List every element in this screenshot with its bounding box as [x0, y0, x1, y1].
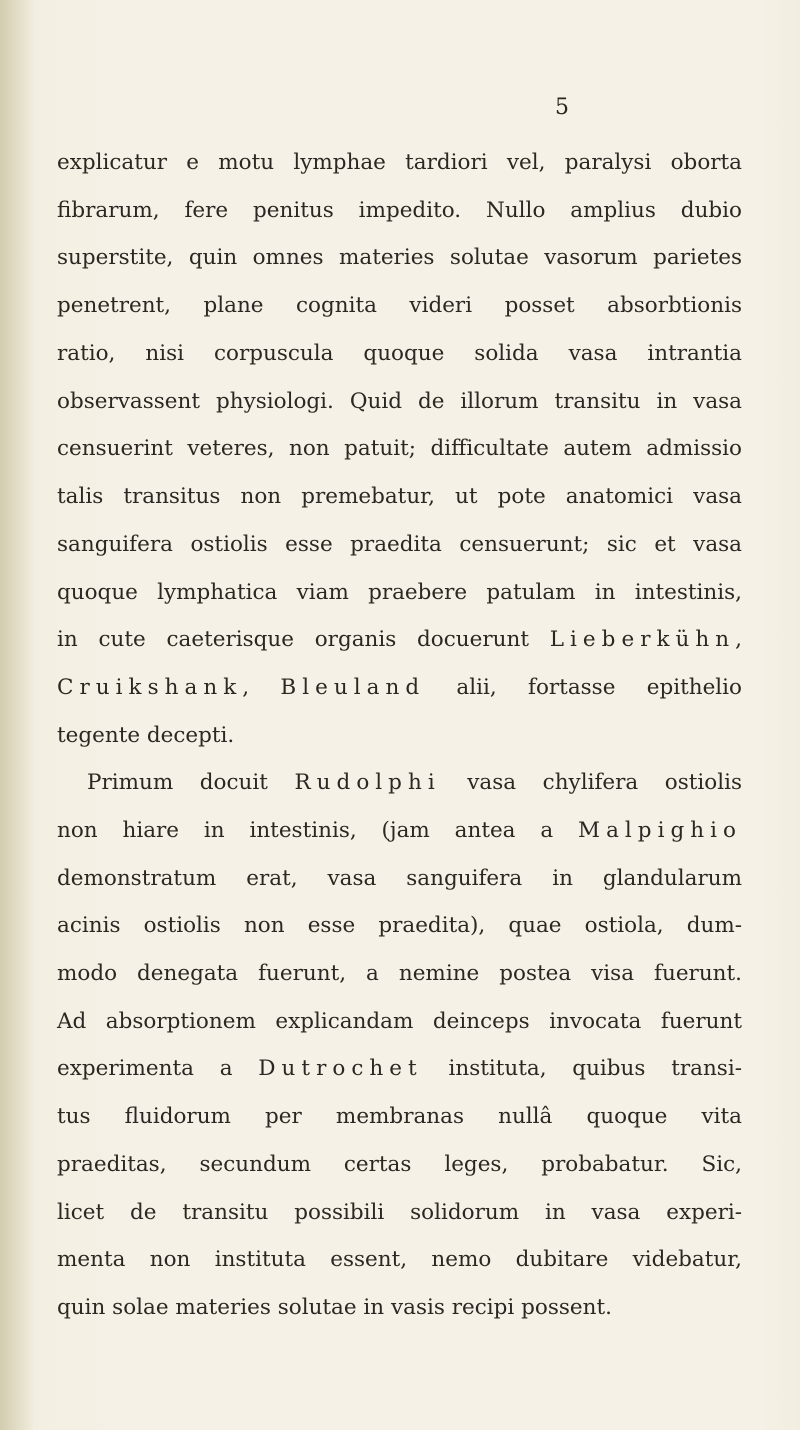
text-line: [57, 625, 742, 655]
author-name-dutrochet: Dutrochet: [258, 1056, 423, 1081]
text-line: [57, 1054, 742, 1084]
text-line: Ad absorptionem explicandam deinceps invocata fuerunt: [57, 1009, 742, 1034]
text-line: fibrarum, fere penitus impedito. Nullo amplius dubio: [57, 198, 742, 223]
text-line: licet de transitu possibili solidorum in vasa experi-: [57, 1200, 742, 1225]
text-line: demonstratum erat, vasa sanguifera in glandularum: [57, 866, 742, 891]
binding-shadow: [0, 0, 34, 1430]
text-fragment: in cute caeterisque organis docuerunt: [57, 627, 550, 652]
author-name-bleuland: Bleuland: [280, 675, 426, 700]
text-fragment: non hiare in intestinis, (jam antea a: [57, 818, 579, 843]
text-line: superstite, quin omnes materies solutae vasorum parietes: [57, 245, 742, 270]
author-name-cruikshank: Cruikshank: [57, 675, 243, 700]
text-line: talis transitus non premebatur, ut pote anatomici vasa: [57, 484, 742, 509]
text-line: tegente decepti.: [57, 723, 235, 748]
text-fragment: ,: [735, 627, 742, 652]
text-line: censuerint veteres, non patuit; difficultate autem admissio: [57, 436, 742, 461]
page-number: 5: [555, 95, 569, 120]
text-line: explicatur e motu lymphae tardiori vel, paralysi oborta: [57, 150, 742, 175]
text-fragment: ,: [242, 675, 281, 700]
text-fragment: instituta, quibus transi-: [422, 1056, 742, 1081]
text-line: acinis ostiolis non esse praedita), quae ostiola, dum-: [57, 913, 742, 938]
author-name-malpighio: Malpighio: [578, 818, 742, 843]
text-line: quin solae materies solutae in vasis recipi possent.: [57, 1295, 612, 1320]
text-line: [57, 673, 742, 703]
text-line: penetrent, plane cognita videri posset absorbtionis: [57, 293, 742, 318]
text-fragment: vasa chylifera ostiolis: [440, 770, 742, 795]
text-line: tus fluidorum per membranas nullâ quoque vita: [57, 1104, 742, 1129]
text-line: [57, 816, 742, 846]
text-line: praeditas, secundum certas leges, probabatur. Sic,: [57, 1152, 742, 1177]
text-fragment: experimenta a: [57, 1056, 259, 1081]
text-line: sanguifera ostiolis esse praedita censuerunt; sic et vasa: [57, 532, 742, 557]
text-line: observassent physiologi. Quid de illorum transitu in vasa: [57, 389, 742, 414]
text-fragment: Primum docuit: [87, 770, 295, 795]
text-fragment: alii, fortasse epithelio: [425, 675, 743, 700]
author-name-lieberkuhn: Lieberkühn: [549, 627, 736, 652]
text-line: quoque lymphatica viam praebere patulam in intestinis,: [57, 580, 742, 605]
text-line: [87, 768, 742, 798]
author-name-rudolphi: Rudolphi: [294, 770, 441, 795]
text-line: ratio, nisi corpuscula quoque solida vasa intrantia: [57, 341, 742, 366]
text-line: menta non instituta essent, nemo dubitare videbatur,: [57, 1247, 742, 1272]
text-line: modo denegata fuerunt, a nemine postea visa fuerunt.: [57, 961, 742, 986]
